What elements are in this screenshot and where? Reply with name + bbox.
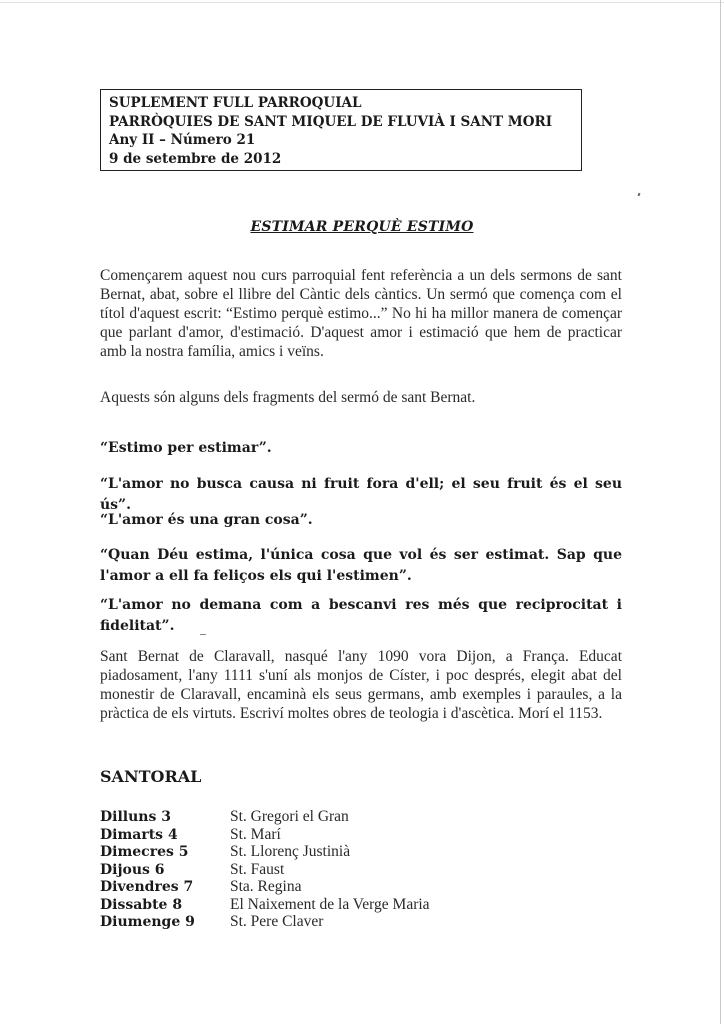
santoral-saint: St. Llorenç Justinià bbox=[230, 843, 351, 860]
article-title-wrap bbox=[0, 219, 724, 235]
header-line-2: PARRÒQUIES DE SANT MIQUEL DE FLUVIÀ I SANT MORI bbox=[109, 113, 553, 130]
article-title: ESTIMAR PERQUÈ ESTIMO bbox=[250, 219, 474, 235]
santoral-list bbox=[100, 808, 600, 931]
santoral-saint: St. Pere Claver bbox=[230, 913, 324, 930]
santoral-saint: Sta. Regina bbox=[230, 878, 302, 895]
quote-2: “L'amor no busca causa ni fruit fora d'ell; el seu fruit és el seu ús”. bbox=[100, 476, 622, 513]
santoral-row bbox=[100, 878, 600, 896]
quote-1: “Estimo per estimar”. bbox=[100, 440, 272, 456]
santoral-day: Divendres 7 bbox=[100, 879, 194, 895]
santoral-row bbox=[100, 843, 600, 861]
santoral-saint: St. Marí bbox=[230, 825, 281, 843]
santoral-row bbox=[100, 913, 600, 931]
page-top-edge bbox=[0, 2, 724, 3]
santoral-saint: El Naixement de la Verge Maria bbox=[230, 895, 430, 913]
intro-paragraph: Començarem aquest nou curs parroquial fent referència a un dels sermons de sant Bernat, abat, sobre el llibre del Càntic dels càntics. Un sermó que comença com el títol d'aquest escrit: “Estimo perquè estimo...” No hi ha millor manera de començar que parlant d'amor, d'estimació. D'aquest amor i estimació que hem de practicar amb la nostra família, amics i veïns. bbox=[100, 267, 622, 360]
header-line-4: 9 de setembre de 2012 bbox=[109, 150, 282, 167]
santoral-row bbox=[100, 826, 600, 844]
santoral-saint: St. Gregori el Gran bbox=[230, 808, 349, 825]
header-line-1: SUPLEMENT FULL PARROQUIAL bbox=[109, 95, 362, 111]
santoral-row bbox=[100, 896, 600, 914]
header-box bbox=[100, 89, 582, 171]
santoral-row bbox=[100, 808, 600, 826]
bio-paragraph: Sant Bernat de Claravall, nasqué l'any 1090 vora Dijon, a França. Educat piadosament, l'any 1111 s'uní als monjos de Císter, i poc després, elegit abat del monestir de Claravall, encaminà els seus germans, amb exemples i paraules, a la pràctica de els virtuts. Escriví moltes obres de teologia i d'ascètica. Morí el 1153. bbox=[100, 648, 622, 722]
santoral-day: Dimarts 4 bbox=[100, 826, 178, 843]
quote-3: “L'amor és una gran cosa”. bbox=[100, 512, 313, 528]
fragments-intro: Aquests són alguns dels fragments del sermó de sant Bernat. bbox=[100, 389, 476, 406]
quote-5: “L'amor no demana com a bescanvi res més que reciprocitat i fidelitat”. bbox=[100, 597, 622, 634]
santoral-day: Dimecres 5 bbox=[100, 844, 189, 860]
scan-speck bbox=[638, 193, 641, 197]
santoral-saint: St. Faust bbox=[230, 860, 285, 878]
stray-mark bbox=[200, 634, 206, 635]
quote-4: “Quan Déu estima, l'única cosa que vol és ser estimat. Sap que l'amor a ell fa feliços els qui l'estimen”. bbox=[100, 547, 622, 584]
page-right-edge bbox=[720, 0, 721, 1024]
santoral-day: Diumenge 9 bbox=[100, 914, 195, 930]
santoral-row bbox=[100, 861, 600, 879]
santoral-day: Dissabte 8 bbox=[100, 896, 183, 913]
header-line-3: Any II – Número 21 bbox=[109, 132, 256, 148]
santoral-day: Dilluns 3 bbox=[100, 809, 171, 825]
santoral-heading: SANTORAL bbox=[100, 767, 202, 786]
santoral-day: Dijous 6 bbox=[100, 861, 165, 878]
